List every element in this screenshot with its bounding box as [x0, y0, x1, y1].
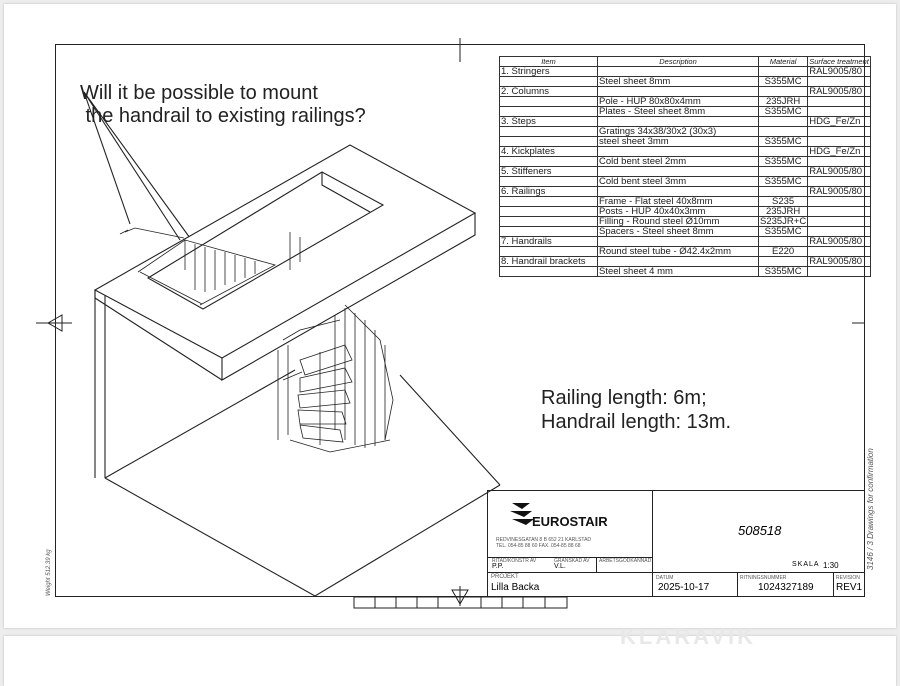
table-row: [500, 67, 871, 77]
cell-item: [500, 217, 598, 227]
header-description: Description: [598, 57, 759, 67]
cell-description: Spacers - Steel sheet 8mm: [598, 227, 759, 237]
cell-item: [500, 97, 598, 107]
cell-surface: RAL9005/80: [808, 237, 871, 247]
drawing-number: 508518: [738, 523, 782, 538]
cell-material: S355MC: [759, 137, 808, 147]
cell-surface: RAL9005/80: [808, 67, 871, 77]
cell-item: [500, 107, 598, 117]
railing-length: Railing length: 6m;: [541, 387, 707, 409]
cell-surface: RAL9005/80: [808, 87, 871, 97]
cell-description: Gratings 34x38/30x2 (30x3): [598, 127, 759, 137]
cell-description: [598, 187, 759, 197]
cell-item: [500, 77, 598, 87]
cell-description: Cold bent steel 3mm: [598, 177, 759, 187]
question-line-1: Will it be possible to mount: [80, 82, 318, 104]
order-label: RITNINGSNUMMER: [740, 575, 787, 581]
project-value: Lilla Backa: [491, 582, 540, 593]
cell-description: Plates - Steel sheet 8mm: [598, 107, 759, 117]
cell-surface: RAL9005/80: [808, 257, 871, 267]
cell-item: [500, 177, 598, 187]
cell-material: [759, 237, 808, 247]
cell-surface: [808, 227, 871, 237]
lengths-note: [541, 386, 731, 434]
cell-description: Cold bent steel 2mm: [598, 157, 759, 167]
cell-material: S355MC: [759, 77, 808, 87]
table-row: [500, 117, 871, 127]
cell-item: 4. Kickplates: [500, 147, 598, 157]
cell-surface: [808, 177, 871, 187]
cell-material: [759, 147, 808, 157]
rev-value: REV1: [836, 582, 863, 593]
table-row: [500, 247, 871, 257]
cell-description: [598, 87, 759, 97]
cell-surface: [808, 97, 871, 107]
table-row: [500, 187, 871, 197]
order-value: 1024327189: [758, 582, 814, 593]
cell-surface: [808, 77, 871, 87]
table-row: [500, 197, 871, 207]
approved-label: ARBETSGODKÄNNAD: [599, 558, 652, 564]
cell-material: S235: [759, 197, 808, 207]
cell-surface: [808, 217, 871, 227]
cell-description: [598, 117, 759, 127]
table-row: [500, 167, 871, 177]
header-material: Material: [759, 57, 808, 67]
cell-surface: [808, 267, 871, 277]
header-surface: Surface treatment: [809, 57, 869, 66]
cell-item: [500, 157, 598, 167]
table-row: [500, 237, 871, 247]
cell-item: [500, 127, 598, 137]
cell-material: S355MC: [759, 267, 808, 277]
cell-material: S235JR+C: [760, 216, 807, 227]
cell-material: [759, 167, 808, 177]
cell-description: Steel sheet 4 mm: [598, 267, 759, 277]
scale-value: 1:30: [823, 561, 839, 570]
cell-material: 235JRH: [759, 207, 808, 217]
cell-material: [759, 257, 808, 267]
cell-material: [759, 127, 808, 137]
bill-of-materials-table: [499, 56, 871, 277]
cell-material: S355MC: [759, 107, 808, 117]
company-name: EUROSTAIR: [532, 514, 608, 529]
cell-item: 5. Stiffeners: [500, 167, 598, 177]
question-line-2: the handrail to existing railings?: [80, 105, 366, 127]
cell-item: [500, 137, 598, 147]
cell-item: 2. Columns: [500, 87, 598, 97]
table-row: [500, 87, 871, 97]
cell-material: S355MC: [759, 227, 808, 237]
date-value: 2025-10-17: [658, 582, 710, 593]
table-row: [500, 127, 871, 137]
rev-label: REVISION: [836, 575, 860, 581]
cell-item: [500, 197, 598, 207]
cell-material: [759, 87, 808, 97]
company-address: REDVINESGATAN 8 B 652 21 KARLSTAD: [496, 537, 592, 543]
company-phone: TEL. 054-85 88 60 FAX. 054-85 88 68: [496, 543, 581, 549]
cell-surface: RAL9005/80: [808, 167, 871, 177]
cell-material: [759, 187, 808, 197]
cell-description: Round steel tube - Ø42.4x2mm: [598, 247, 759, 257]
bom-body: [500, 67, 871, 277]
date-label: DATUM: [656, 575, 674, 581]
cell-description: [598, 167, 759, 177]
question-text: [80, 82, 366, 128]
cell-item: [500, 207, 598, 217]
checked-value: V.L.: [554, 563, 566, 570]
table-header-row: [500, 57, 871, 67]
table-row: [500, 137, 871, 147]
cell-description: Frame - Flat steel 40x8mm: [598, 197, 759, 207]
cell-surface: [808, 247, 871, 257]
drawn-value: P.P.: [492, 563, 504, 570]
cell-surface: [808, 207, 871, 217]
cell-surface: [808, 107, 871, 117]
cell-description: [598, 257, 759, 267]
table-row: [500, 267, 871, 277]
cell-surface: [808, 127, 871, 137]
title-block: [487, 490, 865, 597]
table-row: [500, 227, 871, 237]
cell-item: [500, 227, 598, 237]
table-row: [500, 97, 871, 107]
weight-note: Weight 512.39 kg: [46, 549, 52, 596]
cell-item: [500, 267, 598, 277]
cell-description: Posts - HUP 40x40x3mm: [598, 207, 759, 217]
cell-description: [598, 237, 759, 247]
header-item: Item: [500, 57, 598, 67]
cell-material: E220: [759, 247, 808, 257]
scale-label: SKALA: [792, 561, 820, 568]
table-row: [500, 217, 871, 227]
cell-item: 6. Railings: [500, 187, 598, 197]
cell-item: 8. Handrail brackets: [500, 257, 598, 267]
cell-description: Steel sheet 8mm: [598, 77, 759, 87]
table-row: [500, 147, 871, 157]
cell-surface: [808, 157, 871, 167]
cell-item: 7. Handrails: [500, 237, 598, 247]
checked-label: GRANSKAD AV: [554, 558, 590, 564]
cell-surface: HDG_Fe/Zn: [808, 147, 871, 157]
cell-material: [759, 67, 808, 77]
cell-item: 3. Steps: [500, 117, 598, 127]
table-row: [500, 177, 871, 187]
cell-description: [598, 67, 759, 77]
cell-material: [759, 117, 808, 127]
cell-item: 1. Stringers: [500, 67, 598, 77]
drawn-label: RITAD/KONSTR AV: [492, 558, 537, 564]
cell-description: Filling - Round steel Ø10mm: [598, 217, 759, 227]
cell-description: steel sheet 3mm: [598, 137, 759, 147]
table-row: [500, 107, 871, 117]
cell-material: 235JRH: [759, 97, 808, 107]
table-row: [500, 157, 871, 167]
table-row: [500, 207, 871, 217]
cell-description: [598, 147, 759, 157]
cell-surface: [808, 197, 871, 207]
cell-material: S355MC: [759, 157, 808, 167]
cell-material: S355MC: [759, 177, 808, 187]
project-label: PROJEKT: [491, 574, 519, 580]
table-row: [500, 77, 871, 87]
side-note: 3146 / 3 Drawings for confirmation: [866, 448, 875, 570]
cell-item: [500, 247, 598, 257]
cell-surface: HDG_Fe/Zn: [808, 117, 871, 127]
handrail-length: Handrail length: 13m.: [541, 411, 732, 433]
cell-surface: RAL9005/80: [808, 187, 871, 197]
table-row: [500, 257, 871, 267]
watermark: KLARAVIK: [620, 624, 757, 649]
cell-description: Pole - HUP 80x80x4mm: [598, 97, 759, 107]
cell-surface: [808, 137, 871, 147]
